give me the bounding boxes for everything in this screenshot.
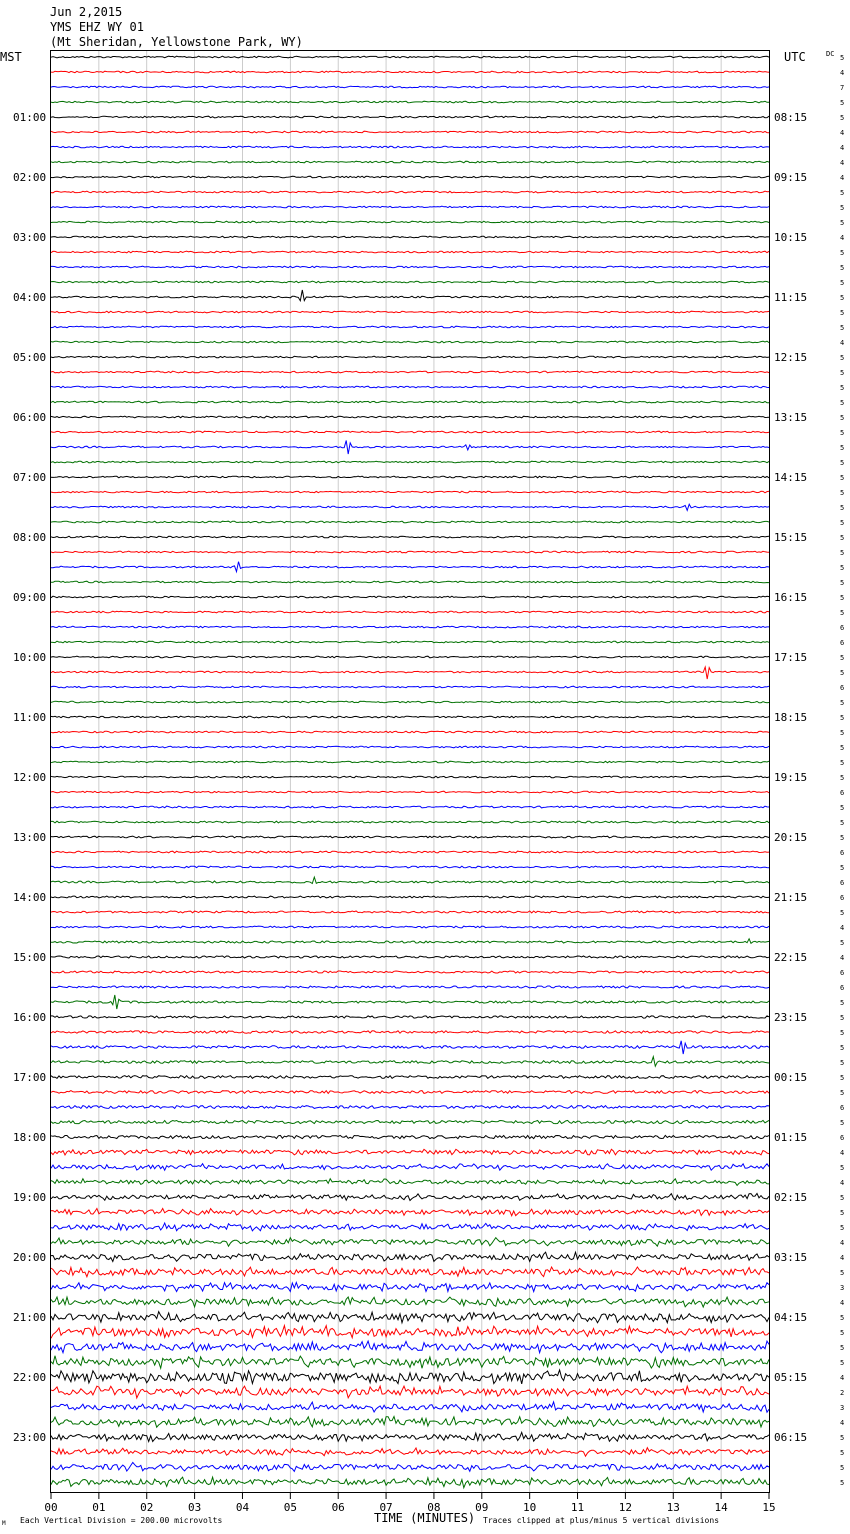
dc-offset-value: 5 xyxy=(840,834,845,842)
trace-line xyxy=(51,995,769,1009)
mst-hour-label: 03:00 xyxy=(13,231,47,244)
dc-offset-value: 5 xyxy=(840,414,845,422)
x-axis-title: TIME (MINUTES) xyxy=(374,1511,476,1525)
trace-line xyxy=(51,356,769,358)
mst-hour-label: 23:00 xyxy=(13,1431,47,1444)
x-tick-label: 02 xyxy=(140,1501,154,1514)
trace-line xyxy=(51,1356,769,1369)
trace-line xyxy=(51,1120,769,1123)
trace-line xyxy=(51,416,769,418)
date-label: Jun 2,2015 xyxy=(50,5,123,19)
dc-offset-value: 5 xyxy=(840,114,845,122)
trace-line xyxy=(51,746,769,748)
trace-line xyxy=(51,1194,769,1201)
trace-line xyxy=(51,86,769,88)
trace-line xyxy=(51,1370,769,1384)
dc-offset-value: 6 xyxy=(840,624,845,632)
dc-offset-value: 5 xyxy=(840,1224,845,1232)
dc-offset-value: 5 xyxy=(840,399,845,407)
dc-offset-value: 6 xyxy=(840,894,845,902)
trace-line xyxy=(51,71,769,73)
trace-line xyxy=(51,1223,769,1231)
utc-hour-label: 15:15 xyxy=(774,531,808,544)
utc-hour-label: 00:15 xyxy=(774,1071,808,1084)
trace-line xyxy=(51,371,769,373)
trace-line xyxy=(51,290,769,301)
trace-line xyxy=(51,491,769,493)
dc-offset-value: 5 xyxy=(840,1359,845,1367)
utc-hour-label: 06:15 xyxy=(774,1431,808,1444)
trace-line xyxy=(51,562,769,572)
dc-offset-value: 6 xyxy=(840,684,845,692)
dc-offset-value: 5 xyxy=(840,1269,845,1277)
trace-line xyxy=(51,1267,769,1277)
dc-offset-value: 4 xyxy=(840,924,845,932)
trace-line xyxy=(51,939,769,944)
corner-mark: M xyxy=(2,1520,6,1527)
trace-line xyxy=(51,1238,769,1247)
trace-line xyxy=(51,911,769,913)
trace-line xyxy=(51,1041,769,1054)
trace-line xyxy=(51,1297,769,1307)
dc-offset-value: 5 xyxy=(840,669,845,677)
dc-offset-value: 3 xyxy=(840,1284,845,1292)
utc-zone-label: UTC xyxy=(784,50,806,64)
station-label: YMS EHZ WY 01 xyxy=(50,20,144,34)
utc-hour-label: 08:15 xyxy=(774,111,808,124)
mst-hour-label: 13:00 xyxy=(13,831,47,844)
dc-offset-value: 5 xyxy=(840,504,845,512)
dc-offset-value: 5 xyxy=(840,99,845,107)
dc-offset-value: 5 xyxy=(840,774,845,782)
dc-offset-value: 6 xyxy=(840,984,845,992)
dc-offset-value: 5 xyxy=(840,1449,845,1457)
location-label: (Mt Sheridan, Yellowstone Park, WY) xyxy=(50,35,303,49)
mst-hour-labels xyxy=(13,111,46,1444)
dc-offset-value: 5 xyxy=(840,744,845,752)
dc-offset-value: 5 xyxy=(840,459,845,467)
dc-offset-value: 5 xyxy=(840,279,845,287)
x-tick-label: 06 xyxy=(331,1501,345,1514)
trace-line xyxy=(51,667,769,679)
dc-offset-value: 4 xyxy=(840,1299,845,1307)
trace-line xyxy=(51,476,769,478)
mst-hour-label: 16:00 xyxy=(13,1011,47,1024)
trace-line xyxy=(51,551,769,553)
utc-hour-label: 10:15 xyxy=(774,231,808,244)
x-tick-label: 11 xyxy=(570,1501,585,1514)
trace-line xyxy=(51,611,769,613)
trace-line xyxy=(51,281,769,283)
mst-hour-label: 09:00 xyxy=(13,591,47,604)
mst-zone-label: MST xyxy=(0,50,22,64)
dc-offset-value: 6 xyxy=(840,879,845,887)
dc-offset-value: 5 xyxy=(840,819,845,827)
dc-offset-value: 5 xyxy=(840,909,845,917)
dc-offset-value: 5 xyxy=(840,579,845,587)
utc-hour-label: 21:15 xyxy=(774,891,808,904)
dc-offset-value: 7 xyxy=(840,84,845,92)
dc-offset-value: 6 xyxy=(840,789,845,797)
trace-line xyxy=(51,806,769,808)
dc-offset-value: 5 xyxy=(840,489,845,497)
trace-line xyxy=(51,386,769,388)
utc-hour-labels xyxy=(774,111,807,1444)
dc-offset-value: 3 xyxy=(840,1404,845,1412)
utc-hour-label: 03:15 xyxy=(774,1251,808,1264)
x-tick-label: 00 xyxy=(44,1501,58,1514)
dc-offset-value: 4 xyxy=(840,1254,845,1262)
dc-offset-value: 5 xyxy=(840,609,845,617)
trace-line xyxy=(51,1386,769,1398)
dc-offset-value: 5 xyxy=(840,369,845,377)
dc-offset-value: 5 xyxy=(840,714,845,722)
dc-offset-value: 5 xyxy=(840,264,845,272)
mst-hour-label: 02:00 xyxy=(13,171,47,184)
trace-line xyxy=(51,131,769,133)
mst-hour-label: 05:00 xyxy=(13,351,47,364)
x-tick-label: 15 xyxy=(762,1501,776,1514)
trace-line xyxy=(51,851,769,853)
dc-offset-value: 4 xyxy=(840,129,845,137)
dc-offset-value: 4 xyxy=(840,1149,845,1157)
utc-hour-label: 02:15 xyxy=(774,1191,808,1204)
dc-offset-value: 5 xyxy=(840,1074,845,1082)
dc-offset-value: 5 xyxy=(840,354,845,362)
dc-offset-value: 5 xyxy=(840,519,845,527)
trace-line xyxy=(51,521,769,523)
utc-hour-label: 22:15 xyxy=(774,951,808,964)
dc-offset-value: 2 xyxy=(840,1389,845,1397)
mst-hour-label: 04:00 xyxy=(13,291,47,304)
trace-line xyxy=(51,656,769,658)
dc-offset-value: 6 xyxy=(840,639,845,647)
trace-line xyxy=(51,146,769,148)
utc-hour-label: 14:15 xyxy=(774,471,808,484)
dc-offset-value: 5 xyxy=(840,999,845,1007)
trace-line xyxy=(51,821,769,823)
dc-offset-value: 4 xyxy=(840,159,845,167)
trace-line xyxy=(51,701,769,703)
mst-hour-label: 19:00 xyxy=(13,1191,47,1204)
trace-line xyxy=(51,504,769,510)
x-tick-label: 03 xyxy=(187,1501,202,1514)
trace-line xyxy=(51,1031,769,1033)
trace-line xyxy=(51,776,769,778)
trace-line xyxy=(51,971,769,973)
dc-offset-value: 5 xyxy=(840,249,845,257)
utc-hour-label: 04:15 xyxy=(774,1311,808,1324)
trace-line xyxy=(51,236,769,238)
x-tick-label: 04 xyxy=(235,1501,250,1514)
x-tick-label: 13 xyxy=(666,1501,680,1514)
dc-offset-value: 5 xyxy=(840,1464,845,1472)
dc-offset-value: 5 xyxy=(840,534,845,542)
trace-line xyxy=(51,1179,769,1186)
utc-hour-label: 23:15 xyxy=(774,1011,808,1024)
trace-line xyxy=(51,1462,769,1471)
mst-hour-label: 11:00 xyxy=(13,711,47,724)
clip-note: Traces clipped at plus/minus 5 vertical divisions xyxy=(483,1516,720,1525)
dc-offset-value: 5 xyxy=(840,654,845,662)
dc-offset-value: 5 xyxy=(840,1329,845,1337)
dc-offset-value: 5 xyxy=(840,1194,845,1202)
trace-line xyxy=(51,176,769,178)
dc-offset-value: 5 xyxy=(840,1089,845,1097)
dc-offset-value: 5 xyxy=(840,759,845,767)
trace-line xyxy=(51,56,769,58)
trace-line xyxy=(51,1402,769,1412)
trace-line xyxy=(51,716,769,718)
trace-line xyxy=(51,626,769,628)
trace-line xyxy=(51,536,769,538)
utc-hour-label: 16:15 xyxy=(774,591,808,604)
dc-offset-value: 5 xyxy=(840,1344,845,1352)
dc-offset-value: 4 xyxy=(840,1374,845,1382)
trace-line xyxy=(51,1432,769,1441)
trace-line xyxy=(51,206,769,208)
dc-offset-value: 5 xyxy=(840,1479,845,1487)
trace-line xyxy=(51,441,769,455)
utc-hour-label: 11:15 xyxy=(774,291,808,304)
dc-offset-value: 6 xyxy=(840,1104,845,1112)
mst-hour-label: 01:00 xyxy=(13,111,47,124)
mst-hour-label: 20:00 xyxy=(13,1251,47,1264)
trace-line xyxy=(51,926,769,928)
trace-line xyxy=(51,1016,769,1018)
dc-offset-column xyxy=(840,54,844,1487)
trace-line xyxy=(51,401,769,403)
dc-offset-value: 5 xyxy=(840,1119,845,1127)
utc-hour-label: 12:15 xyxy=(774,351,808,364)
trace-line xyxy=(51,251,769,253)
dc-offset-value: 5 xyxy=(840,384,845,392)
dc-offset-value: 5 xyxy=(840,429,845,437)
scale-note: Each Vertical Division = 200.00 microvolts xyxy=(20,1516,223,1525)
trace-line xyxy=(51,896,769,898)
trace-line xyxy=(51,116,769,118)
trace-line xyxy=(51,641,769,643)
trace-line xyxy=(51,311,769,313)
dc-offset-value: 5 xyxy=(840,594,845,602)
dc-offset-value: 4 xyxy=(840,1419,845,1427)
mst-hour-label: 21:00 xyxy=(13,1311,47,1324)
trace-line xyxy=(51,191,769,193)
trace-line xyxy=(51,1312,769,1323)
trace-group xyxy=(51,56,769,1488)
dc-offset-value: 6 xyxy=(840,849,845,857)
trace-line xyxy=(51,791,769,793)
dc-offset-value: 5 xyxy=(840,564,845,572)
dc-offset-value: 5 xyxy=(840,444,845,452)
dc-offset-value: 5 xyxy=(840,324,845,332)
x-tick-label: 08 xyxy=(427,1501,441,1514)
trace-line xyxy=(51,956,769,958)
trace-line xyxy=(51,101,769,103)
trace-line xyxy=(51,581,769,583)
x-tick-label: 09 xyxy=(475,1501,489,1514)
dc-offset-value: 5 xyxy=(840,54,845,62)
trace-line xyxy=(51,1091,769,1094)
dc-offset-value: 5 xyxy=(840,1044,845,1052)
trace-line xyxy=(51,1417,769,1428)
trace-line xyxy=(51,761,769,763)
dc-offset-value: 5 xyxy=(840,1014,845,1022)
dc-label: DC xyxy=(826,50,835,58)
utc-hour-label: 19:15 xyxy=(774,771,808,784)
x-tick-label: 05 xyxy=(283,1501,297,1514)
utc-hour-label: 13:15 xyxy=(774,411,808,424)
utc-hour-label: 09:15 xyxy=(774,171,808,184)
dc-offset-value: 5 xyxy=(840,1029,845,1037)
dc-offset-value: 4 xyxy=(840,1179,845,1187)
dc-offset-value: 4 xyxy=(840,339,845,347)
dc-offset-value: 5 xyxy=(840,1059,845,1067)
trace-line xyxy=(51,731,769,733)
dc-offset-value: 5 xyxy=(840,1209,845,1217)
trace-line xyxy=(51,431,769,433)
utc-hour-label: 20:15 xyxy=(774,831,808,844)
dc-offset-value: 5 xyxy=(840,204,845,212)
trace-line xyxy=(51,1252,769,1261)
trace-line xyxy=(51,986,769,988)
trace-line xyxy=(51,836,769,838)
x-tick-label: 07 xyxy=(379,1501,393,1514)
trace-line xyxy=(51,866,769,868)
dc-offset-value: 5 xyxy=(840,939,845,947)
trace-line xyxy=(51,1076,769,1079)
utc-hour-label: 01:15 xyxy=(774,1131,808,1144)
mst-hour-label: 08:00 xyxy=(13,531,47,544)
dc-offset-value: 5 xyxy=(840,474,845,482)
dc-offset-value: 4 xyxy=(840,1239,845,1247)
trace-line xyxy=(51,686,769,688)
trace-line xyxy=(51,161,769,163)
dc-offset-value: 5 xyxy=(840,864,845,872)
dc-offset-value: 4 xyxy=(840,69,845,77)
dc-offset-value: 5 xyxy=(840,549,845,557)
dc-offset-value: 6 xyxy=(840,969,845,977)
mst-hour-label: 12:00 xyxy=(13,771,47,784)
trace-line xyxy=(51,596,769,598)
trace-line xyxy=(51,1164,769,1171)
trace-line xyxy=(51,341,769,343)
dc-offset-value: 5 xyxy=(840,1314,845,1322)
trace-line xyxy=(51,1477,769,1488)
trace-line xyxy=(51,326,769,328)
trace-line xyxy=(51,877,769,883)
dc-offset-value: 5 xyxy=(840,1434,845,1442)
dc-offset-value: 6 xyxy=(840,1134,845,1142)
trace-line xyxy=(51,1106,769,1109)
dc-offset-value: 4 xyxy=(840,174,845,182)
dc-offset-value: 5 xyxy=(840,699,845,707)
trace-line xyxy=(51,461,769,463)
dc-offset-value: 4 xyxy=(840,234,845,242)
trace-line xyxy=(51,1448,769,1457)
dc-offset-value: 5 xyxy=(840,189,845,197)
trace-line xyxy=(51,1341,769,1353)
mst-hour-label: 22:00 xyxy=(13,1371,47,1384)
mst-hour-label: 17:00 xyxy=(13,1071,47,1084)
mst-hour-label: 10:00 xyxy=(13,651,47,664)
utc-hour-label: 17:15 xyxy=(774,651,808,664)
mst-hour-label: 06:00 xyxy=(13,411,47,424)
x-tick-label: 12 xyxy=(618,1501,633,1514)
x-tick-label: 10 xyxy=(523,1501,537,1514)
mst-hour-label: 18:00 xyxy=(13,1131,47,1144)
dc-offset-value: 5 xyxy=(840,219,845,227)
trace-line xyxy=(51,266,769,268)
trace-line xyxy=(51,1326,769,1339)
trace-line xyxy=(51,1283,769,1292)
trace-line xyxy=(51,1057,769,1067)
mst-hour-label: 14:00 xyxy=(13,891,47,904)
utc-hour-label: 18:15 xyxy=(774,711,808,724)
x-tick-label: 14 xyxy=(714,1501,728,1514)
trace-line xyxy=(51,1209,769,1216)
dc-offset-value: 5 xyxy=(840,804,845,812)
dc-offset-value: 5 xyxy=(840,1164,845,1172)
dc-offset-value: 5 xyxy=(840,729,845,737)
utc-hour-label: 05:15 xyxy=(774,1371,808,1384)
dc-offset-value: 4 xyxy=(840,954,845,962)
mst-hour-label: 07:00 xyxy=(13,471,47,484)
trace-line xyxy=(51,1149,769,1155)
mst-hour-label: 15:00 xyxy=(13,951,47,964)
dc-offset-value: 4 xyxy=(840,144,845,152)
dc-offset-value: 5 xyxy=(840,309,845,317)
x-tick-label: 01 xyxy=(92,1501,106,1514)
dc-offset-value: 5 xyxy=(840,294,845,302)
trace-line xyxy=(51,1135,769,1138)
trace-line xyxy=(51,221,769,223)
